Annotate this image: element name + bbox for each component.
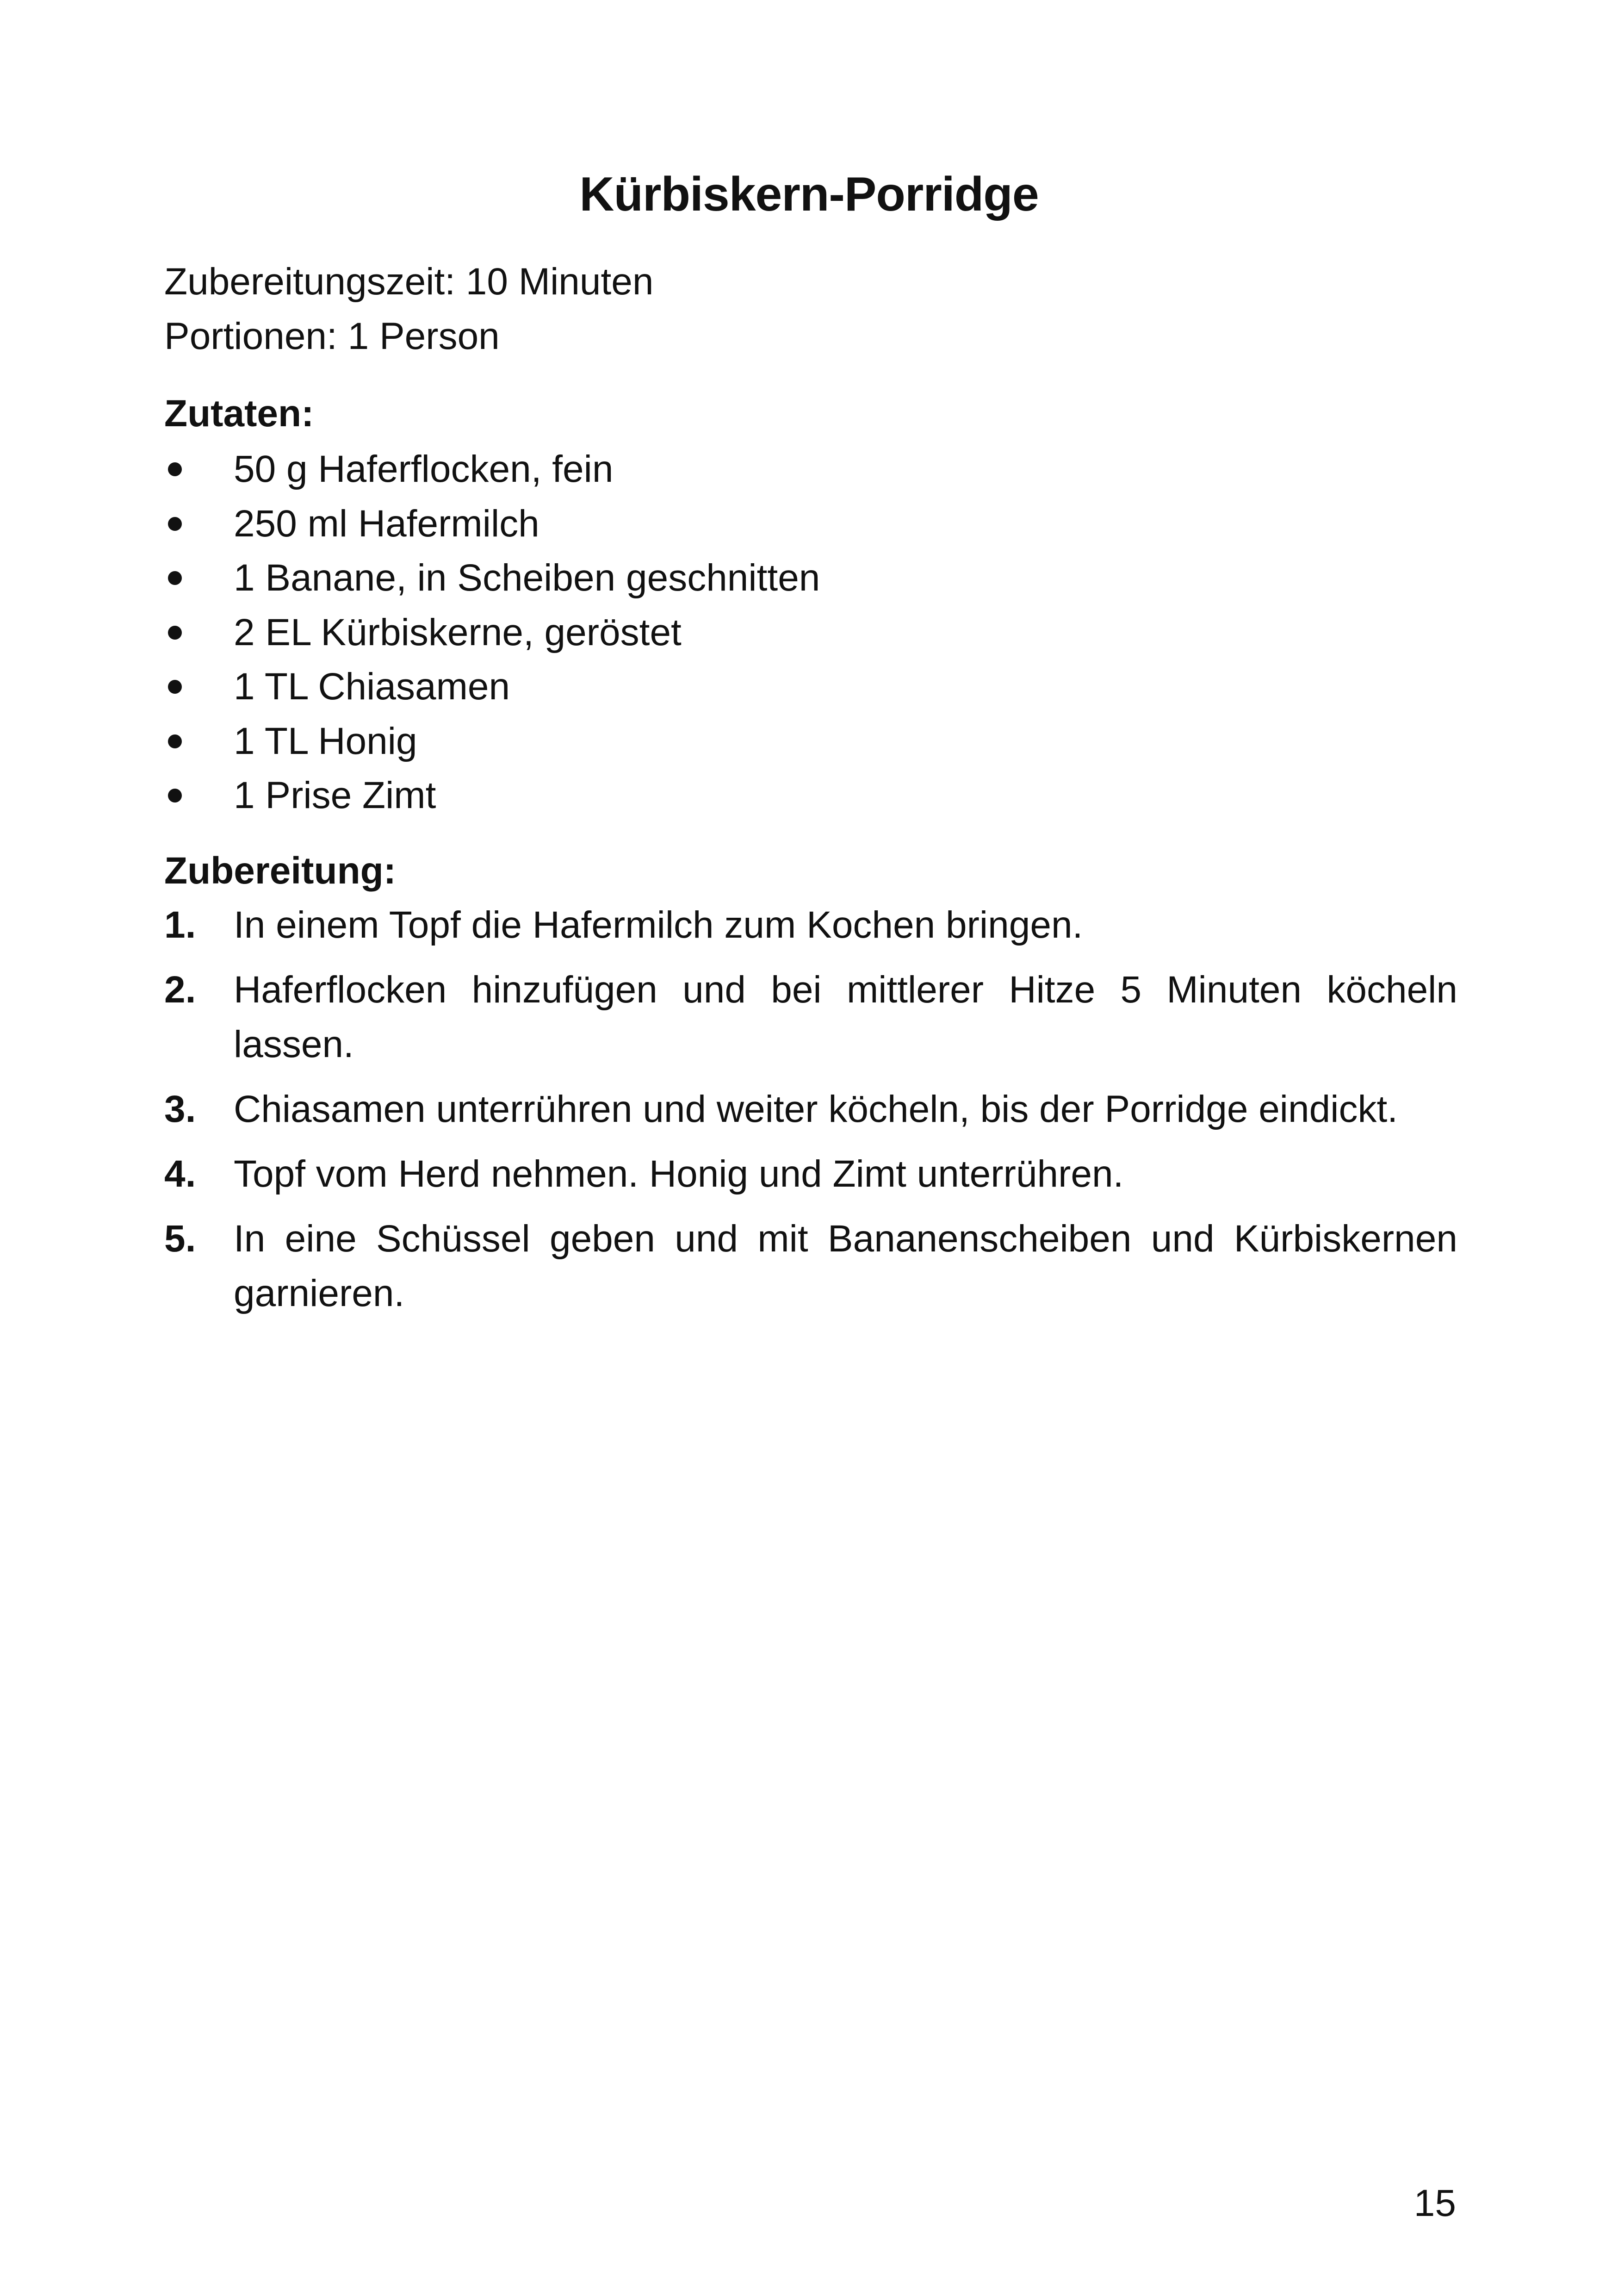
bullet-icon bbox=[168, 789, 182, 803]
ingredient-item bbox=[164, 551, 820, 605]
ingredients-heading: Zutaten: bbox=[164, 392, 314, 435]
step-item bbox=[164, 963, 1457, 1072]
step-item bbox=[164, 1082, 1457, 1137]
ingredient-text: 2 EL Kürbiskerne, geröstet bbox=[234, 611, 682, 653]
ingredient-item bbox=[164, 442, 820, 497]
ingredients-list bbox=[164, 442, 820, 823]
steps-list bbox=[164, 898, 1457, 1331]
ingredient-item bbox=[164, 714, 820, 769]
bullet-icon bbox=[168, 517, 182, 531]
step-number: 3. bbox=[164, 1088, 196, 1130]
servings: Portionen: 1 Person bbox=[164, 315, 500, 357]
page-number: 15 bbox=[1413, 2182, 1456, 2224]
step-text: In einem Topf die Hafermilch zum Kochen bringen. bbox=[234, 904, 1083, 946]
ingredient-item bbox=[164, 497, 820, 551]
ingredient-item bbox=[164, 768, 820, 823]
ingredient-text: 1 TL Honig bbox=[234, 720, 417, 762]
step-number: 4. bbox=[164, 1153, 196, 1195]
bullet-icon bbox=[168, 626, 182, 640]
ingredient-item bbox=[164, 605, 820, 660]
step-number: 1. bbox=[164, 904, 196, 946]
step-text: Topf vom Herd nehmen. Honig und Zimt unterrühren. bbox=[234, 1153, 1124, 1195]
ingredient-item bbox=[164, 660, 820, 714]
ingredient-text: 250 ml Hafermilch bbox=[234, 502, 539, 545]
ingredient-text: 50 g Haferflocken, fein bbox=[234, 448, 614, 490]
step-text: In eine Schüssel geben und mit Bananenscheiben und Kürbiskernen garnieren. bbox=[234, 1218, 1457, 1314]
step-item bbox=[164, 1212, 1457, 1321]
step-item bbox=[164, 1147, 1457, 1201]
ingredient-text: 1 Banane, in Scheiben geschnitten bbox=[234, 557, 820, 599]
recipe-title: Kürbiskern-Porridge bbox=[579, 168, 1039, 221]
step-text: Chiasamen unterrühren und weiter köcheln, bis der Porridge eindickt. bbox=[234, 1088, 1398, 1130]
bullet-icon bbox=[168, 680, 182, 694]
bullet-icon bbox=[168, 734, 182, 748]
prep-time: Zubereitungszeit: 10 Minuten bbox=[164, 261, 654, 303]
recipe-meta bbox=[164, 255, 654, 364]
bullet-icon bbox=[168, 462, 182, 476]
step-item bbox=[164, 898, 1457, 952]
steps-heading: Zubereitung: bbox=[164, 850, 397, 892]
step-number: 5. bbox=[164, 1218, 196, 1260]
ingredient-text: 1 Prise Zimt bbox=[234, 774, 436, 816]
step-number: 2. bbox=[164, 969, 196, 1011]
ingredient-text: 1 TL Chiasamen bbox=[234, 666, 510, 708]
bullet-icon bbox=[168, 571, 182, 585]
step-text: Haferflocken hinzufügen und bei mittlerer Hitze 5 Minuten köcheln lassen. bbox=[234, 969, 1457, 1065]
